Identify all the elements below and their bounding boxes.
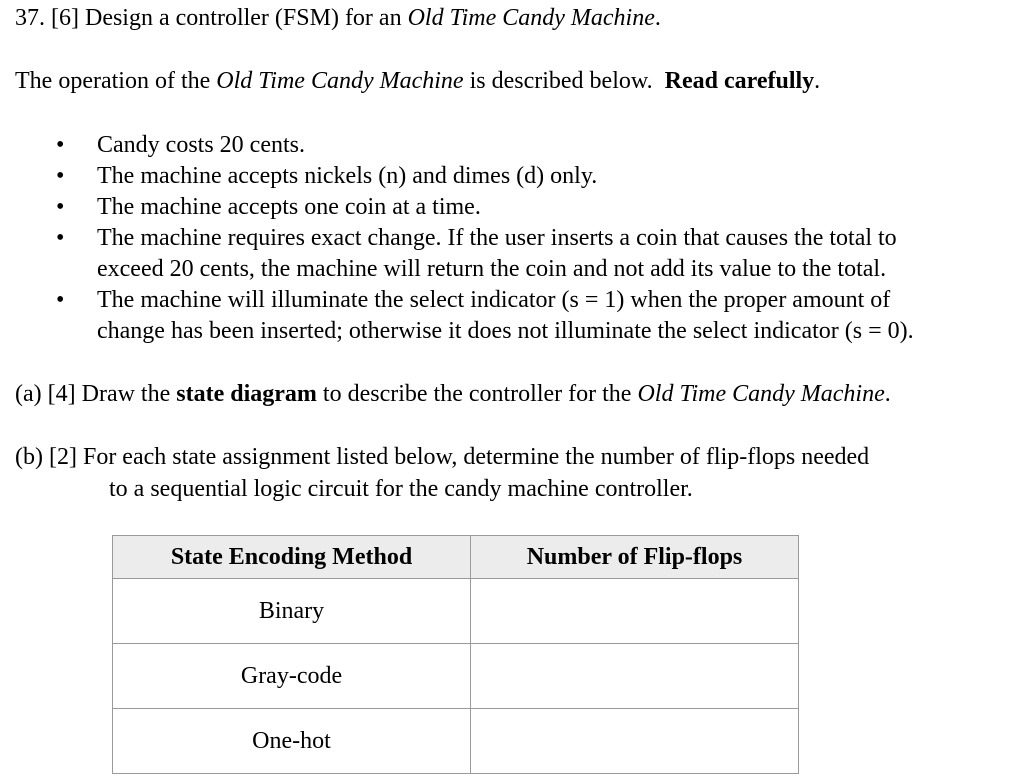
list-item — [0, 223, 1024, 254]
part-a-end: . — [884, 381, 891, 407]
question-machine-name: Old Time Candy Machine — [407, 5, 655, 31]
intro-prefix: The operation of the — [15, 68, 211, 94]
part-a-emphasis: state diagram — [176, 381, 317, 407]
cell-method: Binary — [113, 579, 471, 644]
part-b — [15, 445, 869, 469]
bullet-icon: • — [56, 163, 65, 189]
cell-answer[interactable] — [471, 579, 799, 644]
part-b-continuation — [109, 477, 693, 501]
intro-middle: is described below. — [469, 68, 653, 94]
list-item — [0, 192, 1024, 223]
table-row — [113, 579, 799, 644]
intro-end: . — [814, 68, 821, 94]
intro-emphasis: Read carefully — [664, 68, 815, 94]
part-b-line2: to a sequential logic circuit for the candy machine controller. — [109, 476, 693, 502]
table-header-row — [113, 536, 799, 579]
list-item-text: change has been inserted; otherwise it does not illuminate the select indicator (s = 0). — [97, 318, 914, 344]
column-header-flipflops: Number of Flip-flops — [471, 536, 799, 579]
list-item-continuation — [0, 316, 1024, 347]
requirements-list — [0, 130, 1024, 347]
part-b-label: (b) — [15, 444, 43, 470]
part-b-points: [2] — [48, 444, 77, 470]
cell-method: One-hot — [113, 709, 471, 774]
list-item-text: exceed 20 cents, the machine will return the coin and not add its value to the total. — [97, 256, 887, 282]
list-item-text: Candy costs 20 cents. — [97, 132, 305, 158]
list-item — [0, 130, 1024, 161]
cell-answer[interactable] — [471, 709, 799, 774]
part-a-points: [4] — [47, 381, 76, 407]
part-a-machine-name: Old Time Candy Machine — [637, 381, 885, 407]
list-item-text: The machine accepts nickels (n) and dimes (d) only. — [97, 163, 598, 189]
list-item-text: The machine will illuminate the select indicator (s = 1) when the proper amount of — [97, 287, 891, 313]
part-a-label: (a) — [15, 381, 42, 407]
list-item-text: The machine requires exact change. If the user inserts a coin that causes the total to — [97, 225, 897, 251]
question-points: [6] — [51, 5, 79, 31]
bullet-icon: • — [56, 132, 65, 158]
intro-paragraph — [15, 69, 820, 93]
cell-answer[interactable] — [471, 644, 799, 709]
question-number: 37. — [15, 5, 45, 31]
cell-method: Gray-code — [113, 644, 471, 709]
question-title-suffix: . — [654, 5, 661, 31]
part-a — [15, 382, 891, 406]
table-row — [113, 644, 799, 709]
list-item-continuation — [0, 254, 1024, 285]
intro-machine-name: Old Time Candy Machine — [216, 68, 464, 94]
list-item — [0, 285, 1024, 316]
question-title — [15, 6, 661, 30]
list-item-text: The machine accepts one coin at a time. — [97, 194, 481, 220]
question-title-prefix: Design a controller (FSM) for an — [84, 5, 402, 31]
column-header-method: State Encoding Method — [113, 536, 471, 579]
encoding-table — [112, 535, 799, 774]
list-item — [0, 161, 1024, 192]
part-a-prefix: Draw the — [81, 381, 171, 407]
table-row — [113, 709, 799, 774]
bullet-icon: • — [56, 287, 65, 313]
part-a-middle: to describe the controller for the — [322, 381, 632, 407]
bullet-icon: • — [56, 225, 65, 251]
bullet-icon: • — [56, 194, 65, 220]
part-b-line1: For each state assignment listed below, determine the number of flip-flops needed — [82, 444, 870, 470]
